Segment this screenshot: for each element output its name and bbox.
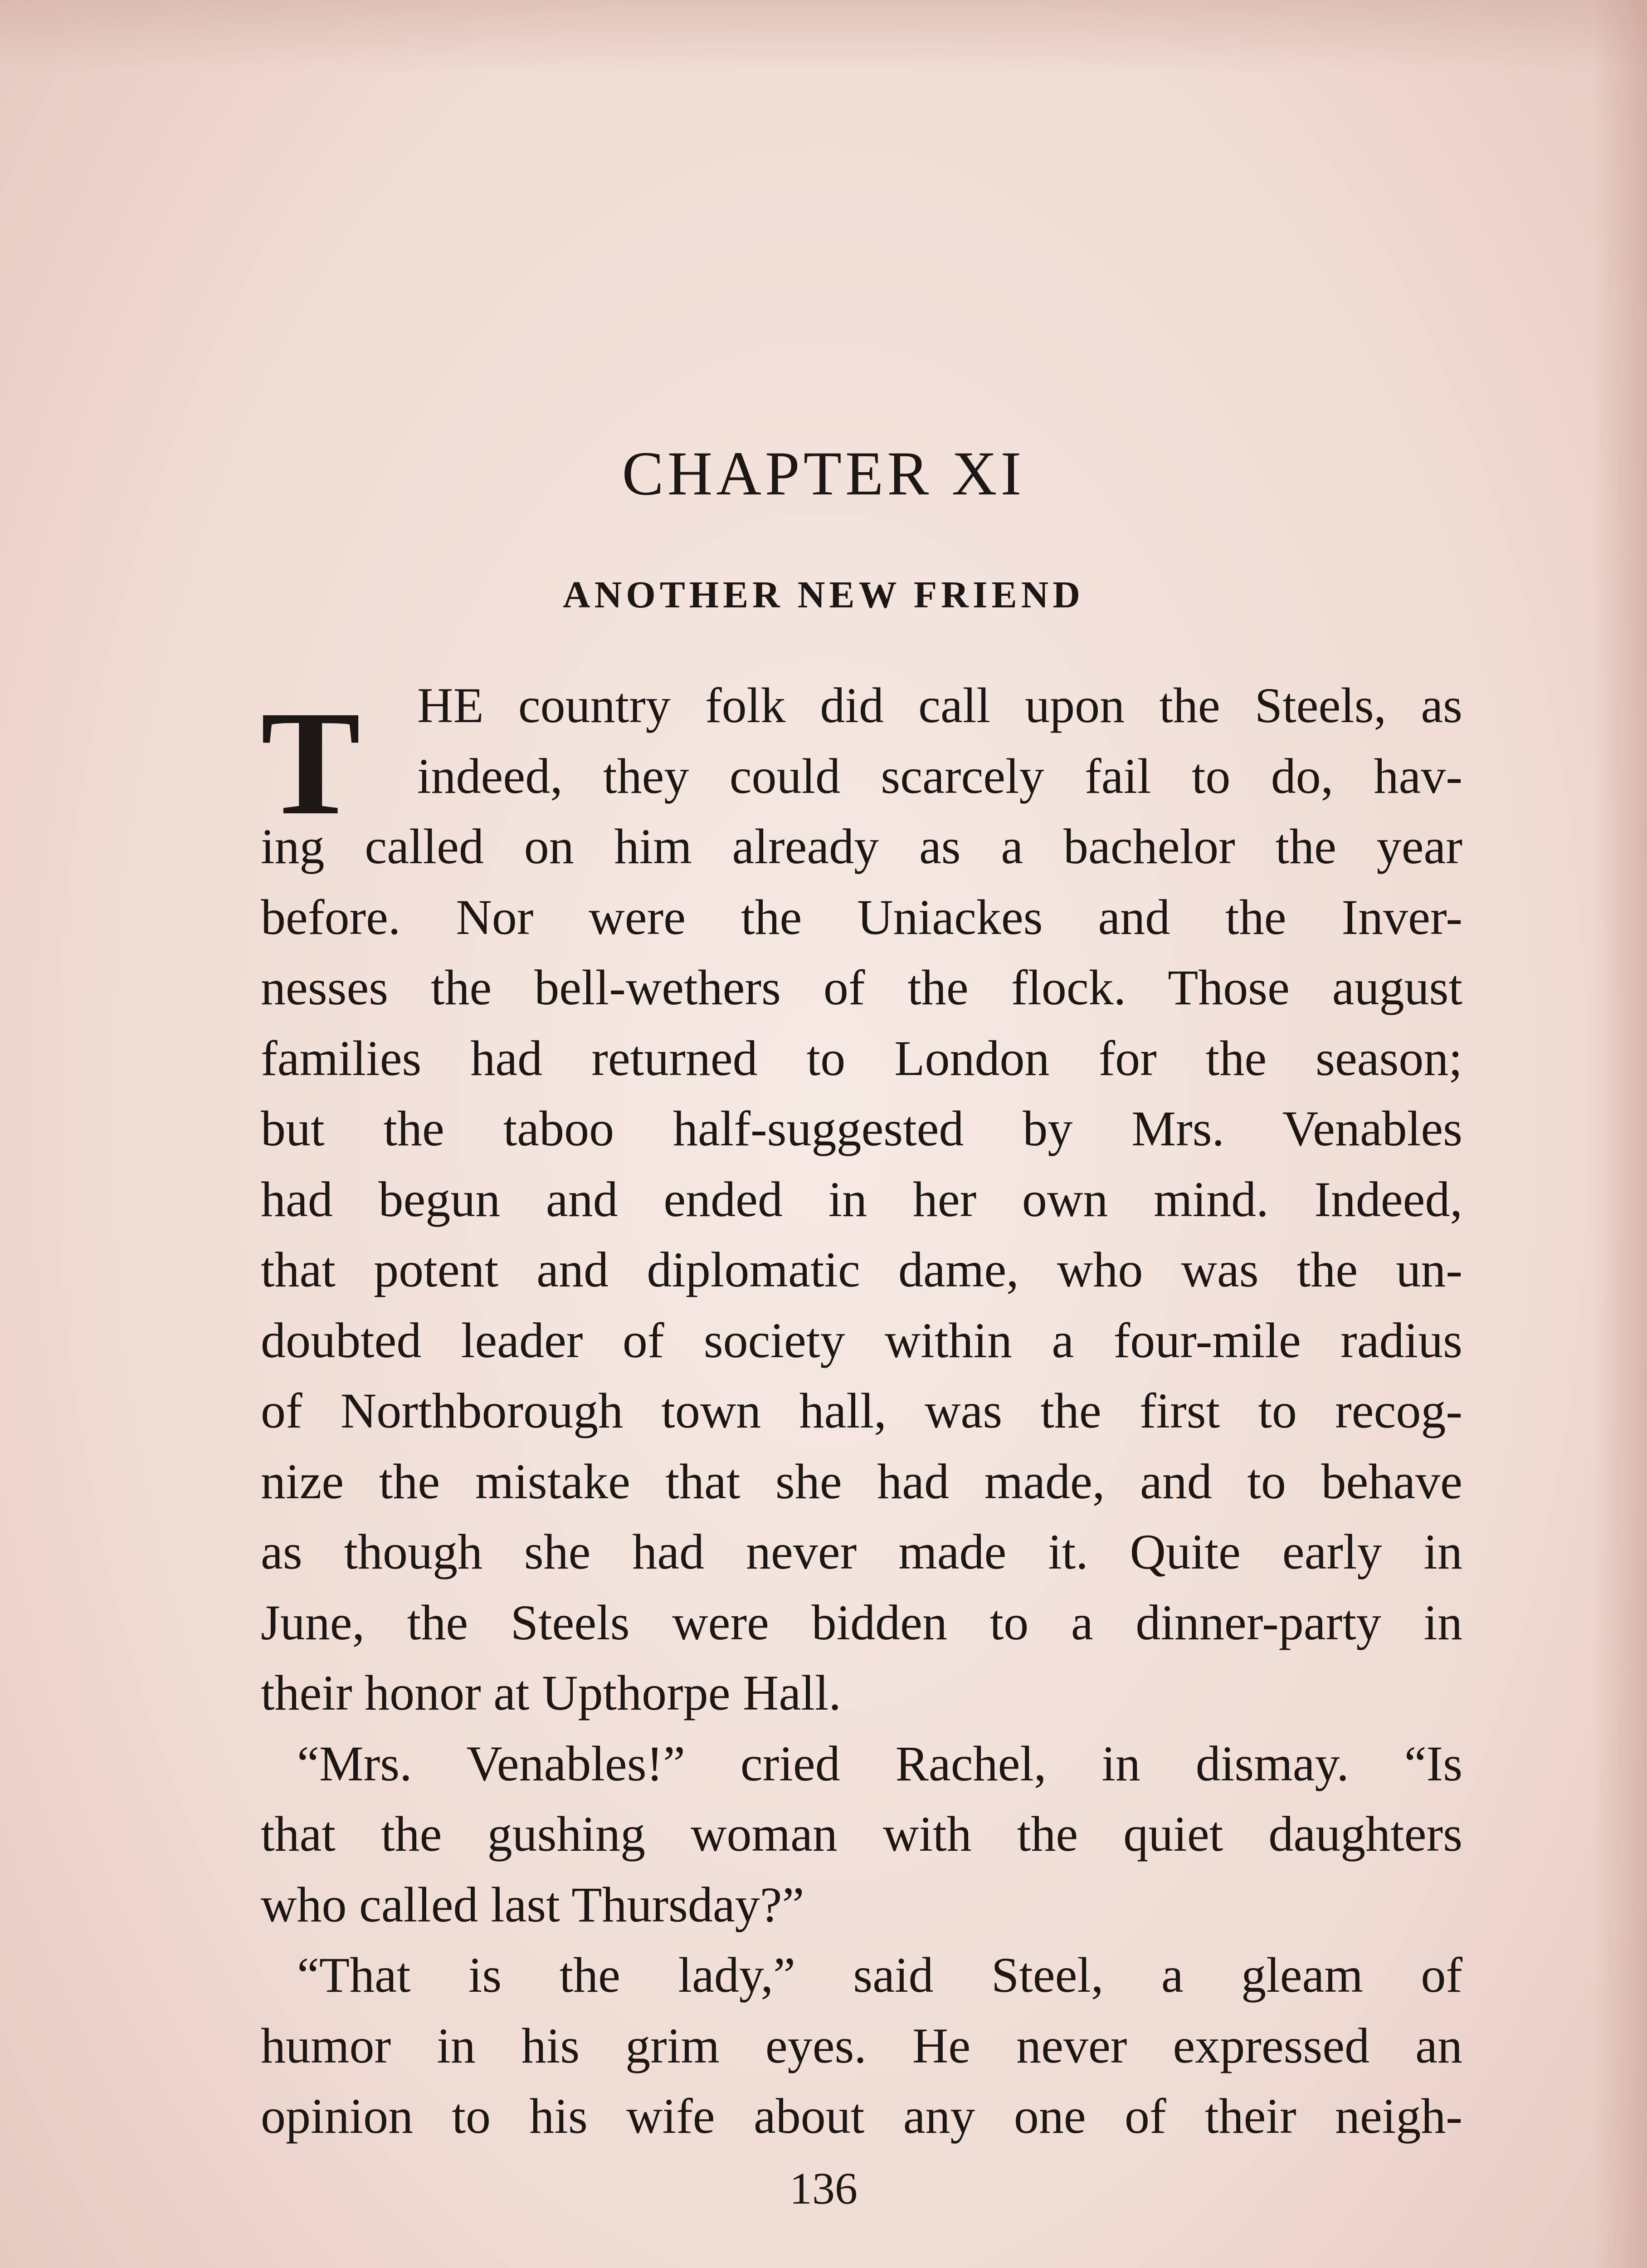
chapter-subtitle: ANOTHER NEW FRIEND (563, 574, 1084, 616)
text-line: nize the mistake that she had made, and to behave (261, 1453, 1462, 1509)
text-line: of Northborough town hall, was the first to recog- (261, 1383, 1462, 1438)
drop-cap: T (261, 680, 361, 846)
text-line: families had returned to London for the season; (261, 1030, 1462, 1086)
text-line: “Mrs. Venables!” cried Rachel, in dismay. “Is (297, 1735, 1462, 1791)
page-shadow-right (1593, 0, 1647, 2268)
text-line: humor in his grim eyes. He never expressed an (261, 2018, 1462, 2073)
text-line: ing called on him already as a bachelor the year (261, 819, 1462, 874)
text-line: doubted leader of society within a four-mile radius (261, 1312, 1462, 1368)
text-line: before. Nor were the Uniackes and the Inver- (261, 889, 1462, 945)
body-text (261, 670, 1462, 2152)
text-line: who called last Thursday?” (261, 1877, 804, 1932)
text-line: their honor at Upthorpe Hall. (261, 1665, 841, 1721)
text-line: indeed, they could scarcely fail to do, hav- (417, 748, 1462, 804)
text-line: HE country folk did call upon the Steels, as (417, 678, 1462, 733)
text-line: as though she had never made it. Quite early in (261, 1524, 1462, 1579)
text-line: that potent and diplomatic dame, who was the un- (261, 1242, 1462, 1297)
text-line: “That is the lady,” said Steel, a gleam of (297, 1947, 1462, 2003)
chapter-title: CHAPTER XI (622, 439, 1025, 508)
page-number: 136 (789, 2163, 858, 2214)
text-line: had begun and ended in her own mind. Indeed, (261, 1171, 1462, 1227)
text-line: June, the Steels were bidden to a dinner-party in (261, 1594, 1462, 1650)
text-line: nesses the bell-wethers of the flock. Those august (261, 960, 1462, 1015)
text-line: but the taboo half-suggested by Mrs. Venables (261, 1101, 1462, 1156)
text-line: that the gushing woman with the quiet daughters (261, 1806, 1462, 1862)
text-line: opinion to his wife about any one of their neigh- (261, 2088, 1462, 2144)
page-shadow-top (0, 0, 1647, 73)
